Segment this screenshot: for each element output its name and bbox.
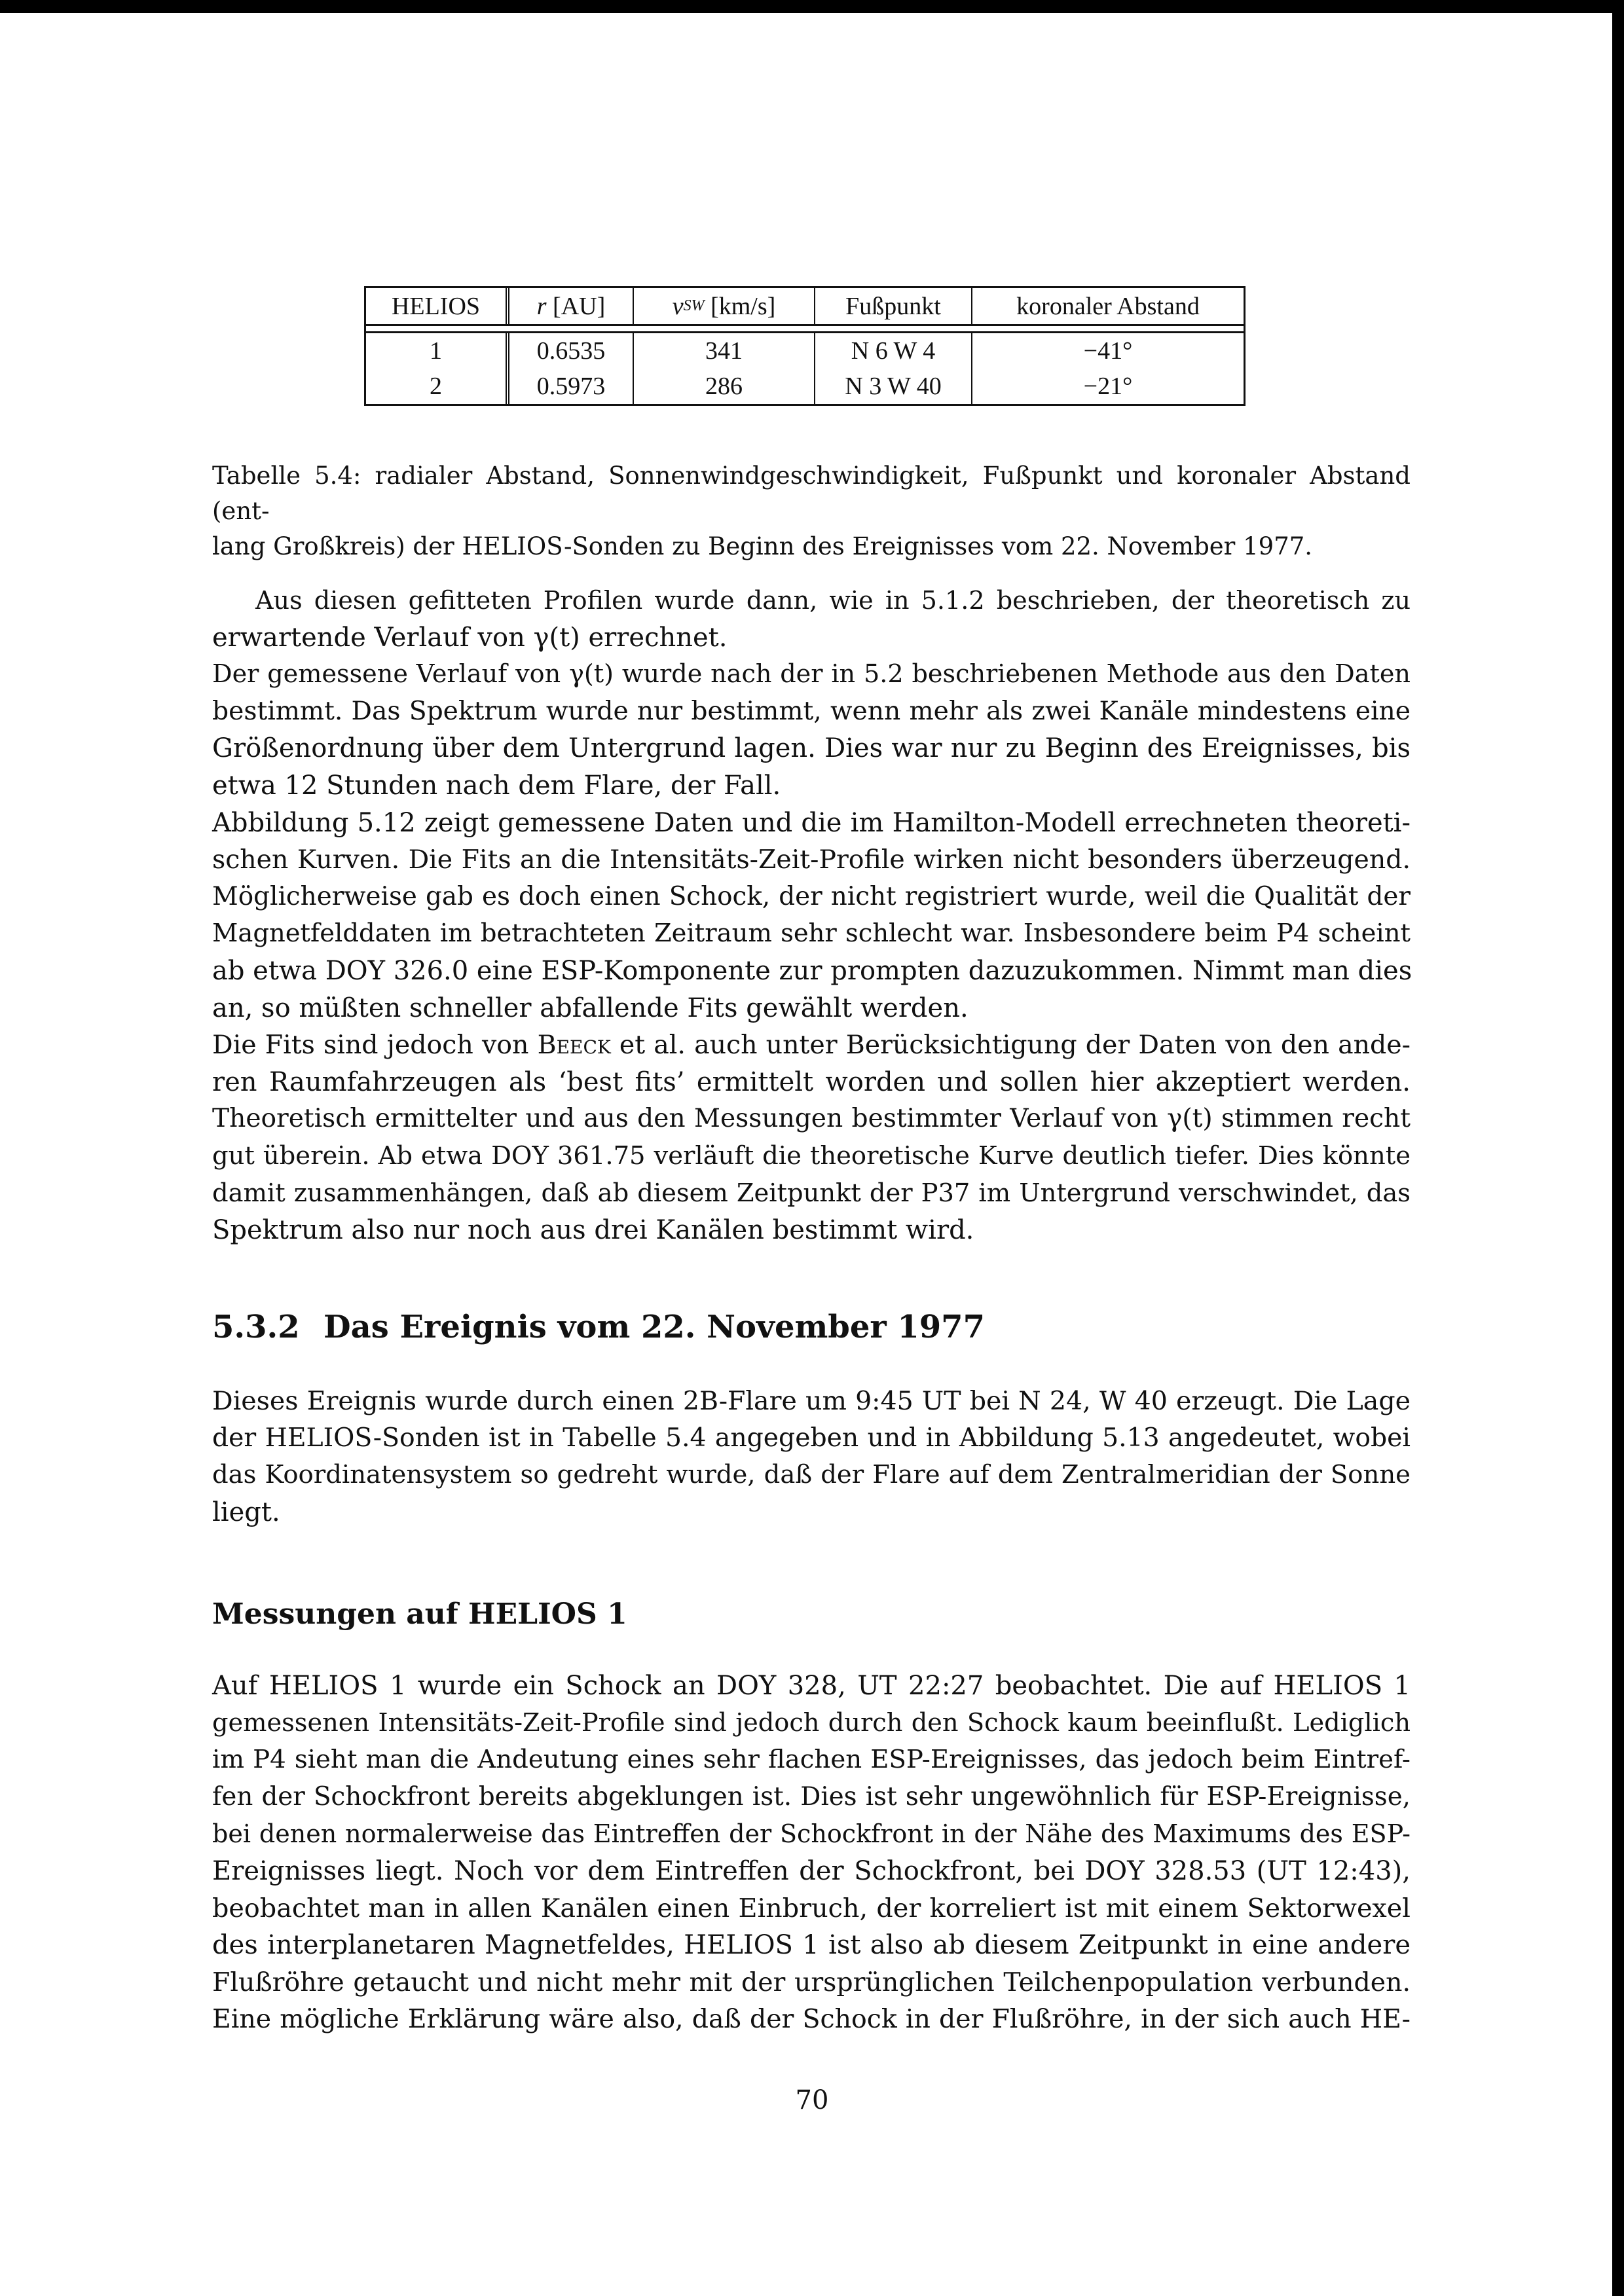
table-row: [366, 333, 1244, 369]
text-line: Dieses Ereignis wurde durch einen 2B-Flare um 9:45 UT bei N 24, W 40 erzeugt. Die Lage: [212, 1386, 1411, 1416]
table-cell: −21°: [1083, 373, 1133, 400]
text-line: im P4 sieht man die Andeutung eines sehr flachen ESP-Ereignisses, das jedoch beim Eintref-: [212, 1745, 1411, 1775]
text-line: damit zusammenhängen, daß ab diesem Zeitpunkt der P37 im Untergrund verschwindet, das: [212, 1178, 1411, 1208]
text-line: liegt.: [212, 1497, 280, 1527]
table-header-cell: Fußpunkt: [815, 288, 972, 324]
table-row: [366, 369, 1244, 404]
text-line: fen der Schockfront bereits abgeklungen ist. Dies ist sehr ungewöhnlich für ESP-Ereignisse,: [212, 1781, 1411, 1812]
text-line: ab etwa DOY 326.0 eine ESP-Komponente zur prompten dazuzukommen. Nimmt man dies: [212, 955, 1412, 986]
table-cell: −41°: [1083, 337, 1133, 365]
table-cell: 0.6535: [509, 333, 634, 369]
scan-border-right: [1612, 0, 1624, 2296]
text-line: Flußröhre getaucht und nicht mehr mit der ursprünglichen Teilchenpopulation verbunden.: [212, 1967, 1411, 1997]
text-line: gut überein. Ab etwa DOY 361.75 verläuft die theoretische Kurve deutlich tiefer. Dies könnte: [212, 1140, 1411, 1171]
table-cell: 2: [366, 369, 509, 404]
text-line: Abbildung 5.12 zeigt gemessene Daten und die im Hamilton-Modell errechneten theoreti-: [212, 807, 1411, 838]
text-line: ren Raumfahrzeugen als ‘best fits’ ermittelt worden und sollen hier akzeptiert werden.: [212, 1066, 1411, 1097]
table-header-cell: [634, 288, 815, 324]
text-line: das Koordinatensystem so gedreht wurde, daß der Flare auf dem Zentralmeridian der Sonne: [212, 1460, 1411, 1490]
text-fragment: Die Fits sind jedoch von: [212, 1030, 529, 1061]
helios-table: [364, 286, 1246, 406]
body-paragraph: [212, 1667, 1411, 2038]
text-line: schen Kurven. Die Fits an die Intensitäts-Zeit-Profile wirken nicht besonders überzeugend.: [212, 845, 1411, 875]
section-number: 5.3.2: [212, 1309, 300, 1345]
text-line: bei denen normalerweise das Eintreffen der Schockfront in der Nähe des Maximums des ESP-: [212, 1819, 1411, 1849]
text-line: bestimmt. Das Spektrum wurde nur bestimmt, wenn mehr als zwei Kanäle mindestens eine: [212, 696, 1411, 726]
text-line: Ereignisses liegt. Noch vor dem Eintreffen der Schockfront, bei DOY 328.53 (UT 12:43),: [212, 1855, 1411, 1886]
text-line: [212, 1027, 1411, 1064]
table-cell: 0.5973: [509, 369, 634, 404]
table-cell: 286: [634, 369, 815, 404]
subsection-heading: Messungen auf HELIOS 1: [212, 1597, 627, 1631]
text-line: Möglicherweise gab es doch einen Schock, der nicht registriert wurde, weil die Qualität der: [212, 881, 1411, 911]
text-line: Eine mögliche Erklärung wäre also, daß der Schock in der Flußröhre, in der sich auch HE-: [212, 2004, 1411, 2035]
text-line: Magnetfelddaten im betrachteten Zeitraum sehr schlecht war. Insbesondere beim P4 scheint: [212, 919, 1411, 949]
table-header-separator: [366, 326, 1244, 333]
v-symbol: v: [672, 292, 684, 320]
text-line: der HELIOS-Sonden ist in Tabelle 5.4 angegeben und in Abbildung 5.13 angedeutet, wobei: [212, 1423, 1411, 1453]
text-line: des interplanetaren Magnetfeldes, HELIOS 1 ist also ab diesem Zeitpunkt in eine andere: [212, 1930, 1411, 1961]
text-line: Der gemessene Verlauf von γ(t) wurde nach der in 5.2 beschriebenen Methode aus den Daten: [212, 660, 1411, 689]
table-header-cell: [509, 288, 634, 324]
table-header-row: [366, 288, 1244, 326]
table-header-cell: koronaler Abstand: [1016, 292, 1200, 320]
section-title: Das Ereignis vom 22. November 1977: [323, 1309, 985, 1345]
text-line: Spektrum also nur noch aus drei Kanälen bestimmt wird.: [212, 1215, 974, 1246]
v-subscript: SW: [683, 297, 705, 314]
section-heading: [212, 1309, 985, 1345]
text-line: Größenordnung über dem Untergrund lagen. Dies war nur zu Beginn des Ereignisses, bis: [212, 733, 1411, 764]
text-fragment: et al. auch unter Berücksichtigung der Daten von den ande-: [619, 1030, 1411, 1061]
table-cell: 1: [366, 333, 509, 369]
page-number: 70: [795, 2085, 829, 2115]
table-cell: N 6 W 4: [815, 333, 972, 369]
text-line: erwartende Verlauf von γ(t) errechnet.: [212, 622, 728, 653]
table-caption: [212, 458, 1411, 564]
body-paragraph: [212, 582, 1411, 1249]
table-header-cell: HELIOS: [366, 288, 509, 324]
text-line: Theoretisch ermittelter und aus den Messungen bestimmter Verlauf von γ(t) stimmen recht: [212, 1104, 1411, 1134]
v-unit: [km/s]: [704, 292, 776, 320]
caption-line: lang Großkreis) der HELIOS-Sonden zu Beginn des Ereignisses vom 22. November 1977.: [212, 532, 1313, 560]
text-line: gemessenen Intensitäts-Zeit-Profile sind jedoch durch den Schock kaum beeinflußt. Lediglich: [212, 1707, 1411, 1738]
author-name: Beeck: [537, 1030, 611, 1061]
body-paragraph: [212, 1383, 1411, 1531]
text-line: beobachtet man in allen Kanälen einen Einbruch, der korreliert ist mit einem Sektorwexel: [212, 1893, 1411, 1923]
r-unit: [AU]: [546, 292, 606, 320]
text-line: Auf HELIOS 1 wurde ein Schock an DOY 328, UT 22:27 beobachtet. Die auf HELIOS 1: [212, 1671, 1411, 1701]
text-line: etwa 12 Stunden nach dem Flare, der Fall.: [212, 770, 781, 801]
caption-line: Tabelle 5.4: radialer Abstand, Sonnenwindgeschwindigkeit, Fußpunkt und koronaler Abstand (ent-: [212, 462, 1411, 525]
text-line: Aus diesen gefitteten Profilen wurde dann, wie in 5.1.2 beschrieben, der theoretisch zu: [255, 586, 1411, 615]
r-symbol: r: [536, 292, 547, 320]
table-cell: N 3 W 40: [815, 369, 972, 404]
scan-border-top: [0, 0, 1624, 13]
text-line: an, so müßten schneller abfallende Fits gewählt werden.: [212, 993, 969, 1023]
table-cell: 341: [634, 333, 815, 369]
